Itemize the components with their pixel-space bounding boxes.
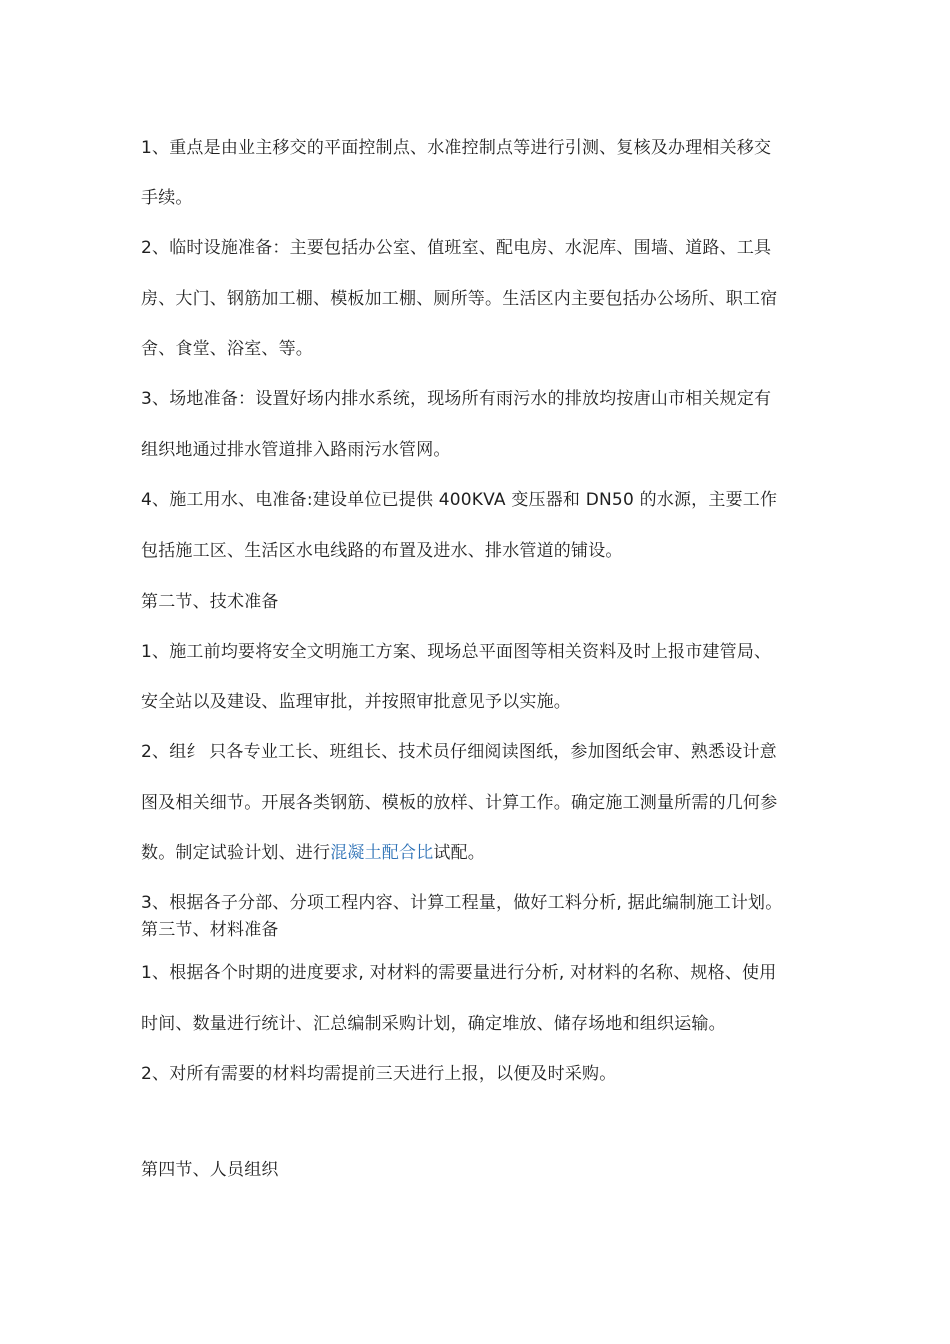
text-segment: 试配。 [433,843,486,863]
paragraph-line: 手续。 [141,188,193,208]
paragraph-line: 时间、数量进行统计、汇总编制采购计划，确定堆放、储存场地和组织运输。 [141,1014,726,1034]
section-heading: 第四节、人员组织 [141,1160,279,1180]
text-segment: 数。制定试验计划、进行 [141,843,331,863]
paragraph-line: 包括施工区、生活区水电线路的布置及进水、排水管道的铺设。 [141,541,623,561]
paragraph-line: 舍、食堂、浴室、等。 [141,339,313,359]
paragraph-line: 2、临时设施准备：主要包括办公室、值班室、配电房、水泥库、围墙、道路、工具 [141,238,772,258]
concrete-mix-link[interactable]: 混凝土配合比 [330,843,434,863]
paragraph-line: 房、大门、钢筋加工棚、模板加工棚、厕所等。生活区内主要包括办公场所、职工宿 [141,289,778,309]
paragraph-line-with-link [141,842,485,864]
section-heading: 第二节、技术准备 [141,592,279,612]
paragraph-line: 图及相关细节。开展各类钢筋、模板的放样、计算工作。确定施工测量所需的几何参 [141,793,778,813]
paragraph-line: 2、对所有需要的材料均需提前三天进行上报，以便及时采购。 [141,1064,617,1084]
paragraph-line: 组织地通过排水管道排入路雨污水管网。 [141,440,451,460]
paragraph-line: 2、组纟 只各专业工长、班组长、技术员仔细阅读图纸，参加图纸会审、熟悉设计意 [141,742,777,762]
paragraph-line: 1、重点是由业主移交的平面控制点、水准控制点等进行引测、复核及办理相关移交 [141,138,772,158]
paragraph-line: 4、施工用水、电准备:建设单位已提供 400KVA 变压器和 DN50 的水源，主要工作 [141,490,778,510]
paragraph-line: 3、场地准备：设置好场内排水系统，现场所有雨污水的排放均按唐山市相关规定有 [141,389,772,409]
paragraph-line: 安全站以及建设、监理审批，并按照审批意见予以实施。 [141,692,571,712]
paragraph-line: 1、施工前均要将安全文明施工方案、现场总平面图等相关资料及时上报市建管局、 [141,642,772,662]
section-heading: 第三节、材料准备 [141,920,279,940]
paragraph-line: 3、根据各子分部、分项工程内容、计算工程量，做好工料分析, 据此编制施工计划。 [141,893,783,913]
paragraph-line: 1、根据各个时期的进度要求, 对材料的需要量进行分析, 对材料的名称、规格、使用 [141,963,777,983]
